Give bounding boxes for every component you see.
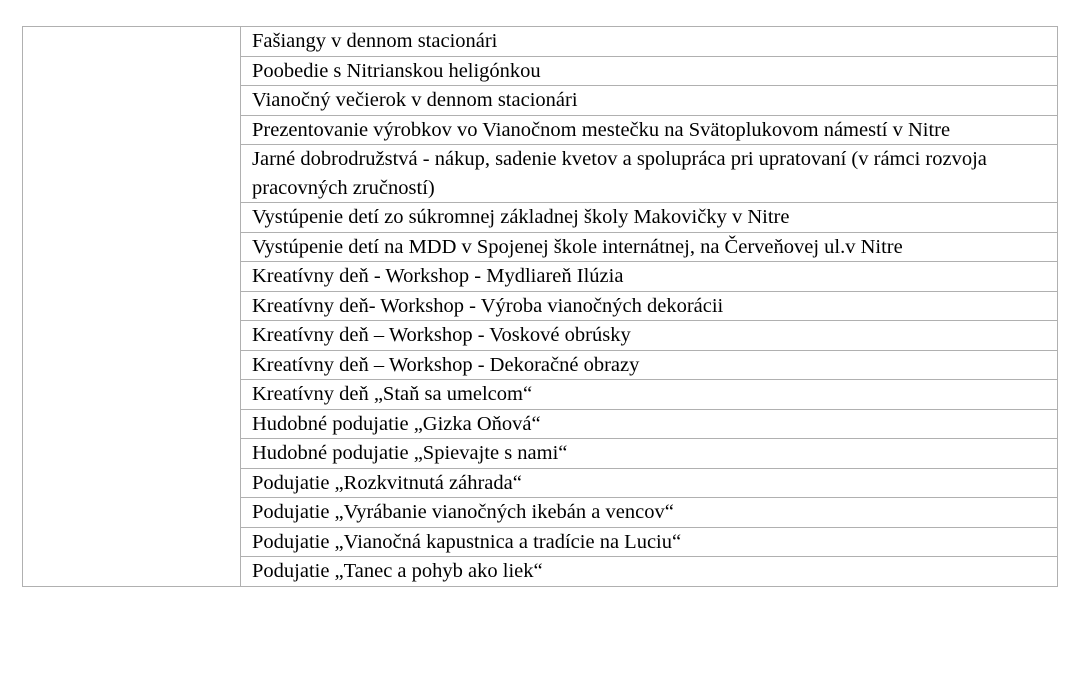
table-cell: Fašiangy v dennom stacionári [241, 27, 1058, 57]
table-row [23, 27, 1058, 57]
events-table-body [23, 27, 1058, 587]
table-cell: Hudobné podujatie „Gizka Oňová“ [241, 409, 1058, 439]
left-empty-cell [23, 27, 241, 587]
table-cell: Podujatie „Vyrábanie vianočných ikebán a vencov“ [241, 498, 1058, 528]
events-table [22, 26, 1058, 587]
table-cell: Poobedie s Nitrianskou heligónkou [241, 56, 1058, 86]
table-cell: Vystúpenie detí na MDD v Spojenej škole internátnej, na Červeňovej ul.v Nitre [241, 232, 1058, 262]
table-cell: Jarné dobrodružstvá - nákup, sadenie kvetov a spolupráca pri upratovaní (v rámci rozvoja pracovných zručností) [241, 145, 1058, 203]
table-cell: Podujatie „Vianočná kapustnica a tradície na Luciu“ [241, 527, 1058, 557]
table-cell: Vystúpenie detí zo súkromnej základnej školy Makovičky v Nitre [241, 203, 1058, 233]
table-cell: Podujatie „Rozkvitnutá záhrada“ [241, 468, 1058, 498]
table-cell: Kreatívny deň – Workshop - Dekoračné obrazy [241, 350, 1058, 380]
table-cell: Kreatívny deň – Workshop - Voskové obrúsky [241, 321, 1058, 351]
table-cell: Prezentovanie výrobkov vo Vianočnom mestečku na Svätoplukovom námestí v Nitre [241, 115, 1058, 145]
table-cell: Podujatie „Tanec a pohyb ako liek“ [241, 557, 1058, 587]
table-cell: Kreatívny deň - Workshop - Mydliareň Ilúzia [241, 262, 1058, 292]
table-cell: Kreatívny deň- Workshop - Výroba vianočných dekorácii [241, 291, 1058, 321]
table-cell: Kreatívny deň „Staň sa umelcom“ [241, 380, 1058, 410]
table-cell: Vianočný večierok v dennom stacionári [241, 86, 1058, 116]
table-cell: Hudobné podujatie „Spievajte s nami“ [241, 439, 1058, 469]
